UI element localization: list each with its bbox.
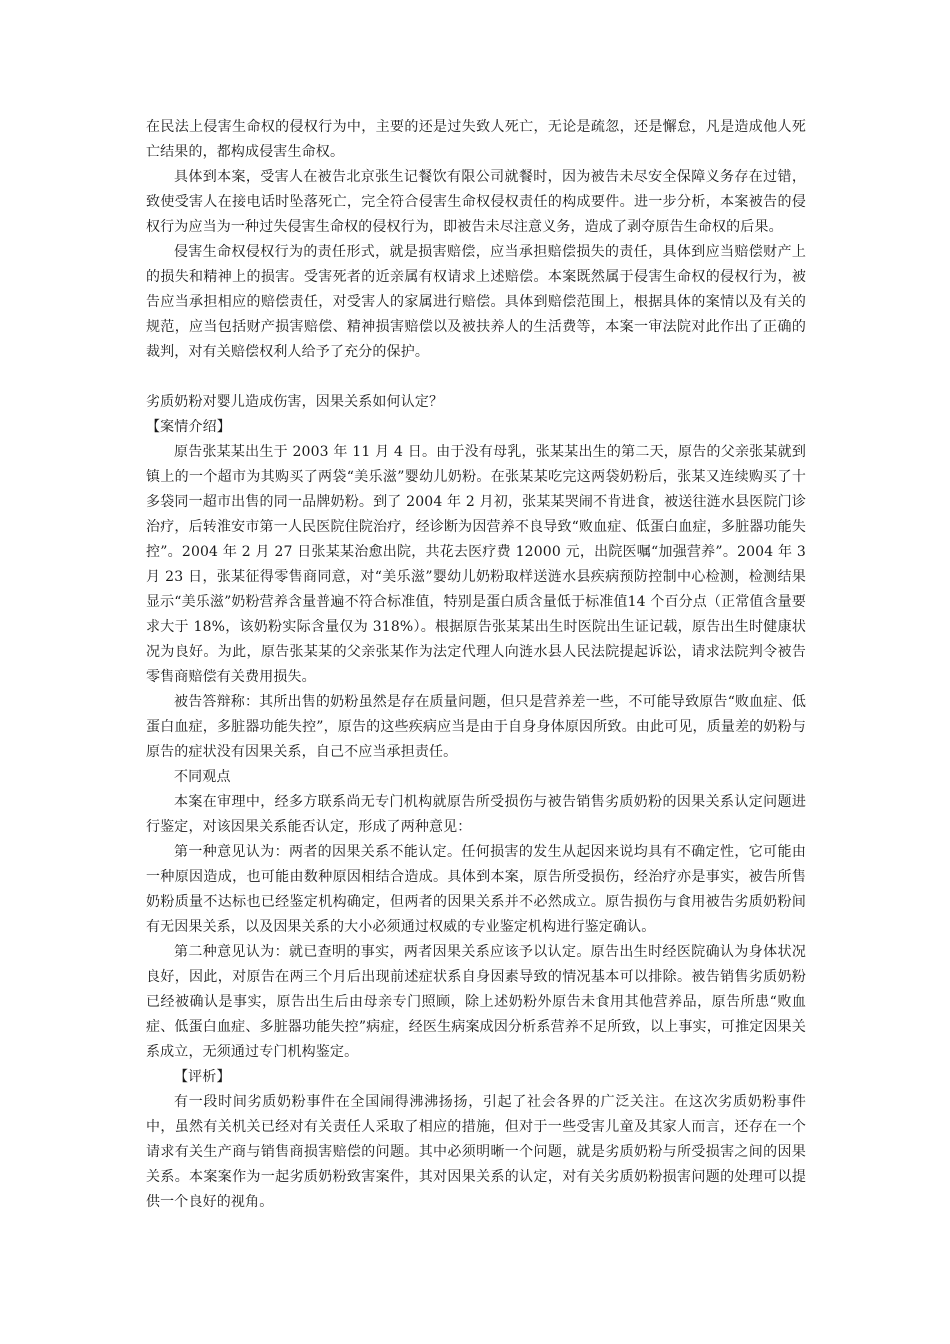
paragraph-liability-form: 侵害生命权侵权行为的责任形式，就是损害赔偿，应当承担赔偿损失的责任，具体到应当赔偿财产上的损失和精神上的损害。受害死者的近亲属有权请求上述赔偿。本案既然属于侵害生命权的侵权行为，被告应当承担相应的赔偿责任，对受害人的家属进行赔偿。具体到赔偿范围上，根据具体的案情以及有关的规范，应当包括财产损害赔偿、精神损害赔偿以及被扶养人的生活费等，本案一审法院对此作出了正确的裁判，对有关赔偿权利人给予了充分的保护。 [146,244,806,360]
paragraph-defense: 被告答辩称：其所出售的奶粉虽然是存在质量问题，但只是营养差一些，不可能导致原告“败血症、低蛋白血症，多脏器功能失控”，原告的这些疾病应当是由于自身身体原因所致。由此可见，质量差的奶粉与原告的症状没有因果关系，自己不应当承担责任。 [146,694,806,760]
case-title: 劣质奶粉对婴儿造成伤害，因果关系如何认定？ [146,394,444,410]
section-gap [146,365,806,390]
views-heading: 不同观点 [174,769,231,785]
paragraph-second-view: 第二种意见认为：就已查明的事实，两者因果关系应该予以认定。原告出生时经医院确认为身体状况良好，因此，对原告在两三个月后出现前述症状系自身因素导致的情况基本可以排除。被告销售劣质奶粉已经被确认是事实，原告出生后由母亲专门照顾，除上述奶粉外原告未食用其他营养品，原告所患“败血症、低蛋白血症、多脏器功能失控”病症，经医生病案成因分析系营养不足所致，以上事实，可推定因果关系成立，无须通过专门机构鉴定。 [146,944,806,1060]
case-intro-heading: 【案情介绍】 [146,419,231,435]
paragraph-case-application: 具体到本案，受害人在被告北京张生记餐饮有限公司就餐时，因为被告未尽安全保障义务存在过错，致使受害人在接电话时坠落死亡，完全符合侵害生命权侵权责任的构成要件。进一步分析，本案被告的侵权行为应当为一种过失侵害生命权的侵权行为，即被告未尽注意义务，造成了剥夺原告生命权的后果。 [146,169,806,235]
paragraph-views-intro: 本案在审理中，经多方联系尚无专门机构就原告所受损伤与被告销售劣质奶粉的因果关系认定问题进行鉴定，对该因果关系能否认定，形成了两种意见： [146,794,806,835]
paragraph-liability-intro: 在民法上侵害生命权的侵权行为中，主要的还是过失致人死亡，无论是疏忽，还是懈怠，凡是造成他人死亡结果的，都构成侵害生命权。 [146,119,806,160]
paragraph-first-view: 第一种意见认为：两者的因果关系不能认定。任何损害的发生从起因来说均具有不确定性，它可能由一种原因造成，也可能由数种原因相结合造成。具体到本案，原告所受损伤，经治疗亦是事实，被告所售奶粉质量不达标也已经鉴定机构确定，但两者的因果关系并不必然成立。原告损伤与食用被告劣质奶粉间有无因果关系，以及因果关系的大小必须通过权威的专业鉴定机构进行鉴定确认。 [146,844,806,935]
analysis-heading: 【评析】 [174,1069,231,1085]
paragraph-case-facts: 原告张某某出生于 2003 年 11 月 4 日。由于没有母乳，张某某出生的第二天，原告的父亲张某就到镇上的一个超市为其购买了两袋“美乐滋”婴幼儿奶粉。在张某某吃完这两袋奶粉后，张某又连续购买了十多袋同一超市出售的同一品牌奶粉。到了 2004 年 2 月初，张某某哭闹不肯进食，被送往涟水县医院门诊治疗，后转淮安市第一人民医院住院治疗，经诊断为因营养不良导致“败血症、低蛋白血症，多脏器功能失控”。2004 年 2 月 27 日张某某治愈出院，共花去医疗费 12000 元，出院医嘱“加强营养”。2004 年 3 月 23 日，张某征得零售商同意，对“美乐滋”婴幼儿奶粉取样送涟水县疾病预防控制中心检测，检测结果显示“美乐滋”奶粉营养含量普遍不符合标准值，特别是蛋白质含量低于标准值14 个百分点（正常值含量要求大于 18%，该奶粉实际含量仅为 318%）。根据原告张某某出生时医院出生证记载，原告出生时健康状况为良好。为此，原告张某某的父亲张某作为法定代理人向涟水县人民法院提起诉讼，请求法院判令被告零售商赔偿有关费用损失。 [146,444,806,685]
paragraph-analysis: 有一段时间劣质奶粉事件在全国闹得沸沸扬扬，引起了社会各界的广泛关注。在这次劣质奶粉事件中，虽然有关机关已经对有关责任人采取了相应的措施，但对于一些受害儿童及其家人而言，还存在一个请求有关生产商与销售商损害赔偿的问题。其中必须明晰一个问题，就是劣质奶粉与所受损害之间的因果关系。本案案作为一起劣质奶粉致害案件，其对因果关系的认定，对有关劣质奶粉损害问题的处理可以提供一个良好的视角。 [146,1094,806,1210]
document-page [146,115,806,1215]
